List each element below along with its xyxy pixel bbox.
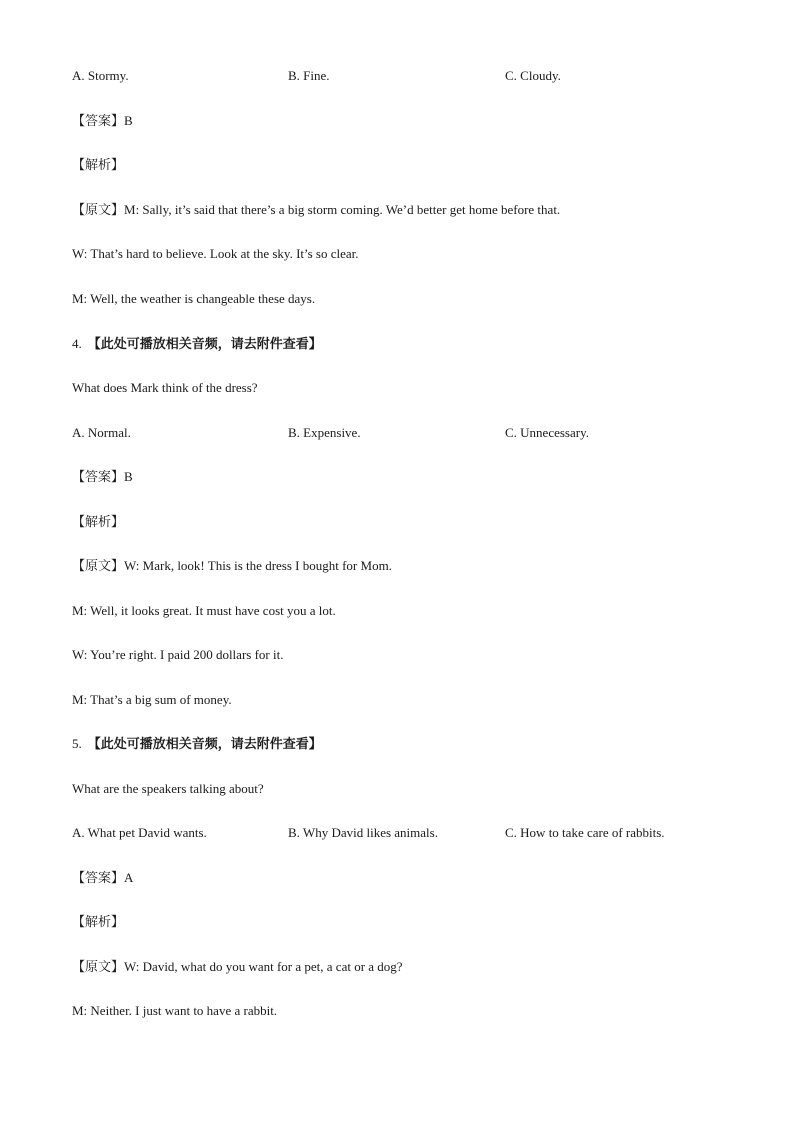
q4-answer bbox=[72, 469, 133, 486]
q5-header bbox=[72, 736, 322, 753]
q3-answer-label: 【答案】 bbox=[72, 114, 125, 129]
q3-option-a: A. Stormy. bbox=[72, 68, 129, 83]
q5-answer bbox=[72, 870, 133, 887]
q5-answer-label: 【答案】 bbox=[72, 871, 125, 886]
q5-answer-value: A bbox=[124, 870, 134, 885]
q5-transcript-line-2: M: Neither. I just want to have a rabbit. bbox=[72, 1003, 278, 1018]
q3-transcript-line-3: M: Well, the weather is changeable these days. bbox=[72, 291, 316, 306]
q4-audio-note: 【此处可播放相关音频，请去附件查看】 bbox=[87, 337, 322, 352]
q4-options bbox=[72, 425, 732, 441]
q5-options bbox=[72, 825, 732, 841]
q4-question: What does Mark think of the dress? bbox=[72, 380, 258, 395]
q3-answer-value: B bbox=[124, 113, 133, 128]
q5-original-label: 【原文】 bbox=[72, 960, 125, 975]
q5-option-c: C. How to take care of rabbits. bbox=[505, 825, 665, 840]
q4-option-c: C. Unnecessary. bbox=[505, 425, 589, 440]
q3-options bbox=[72, 68, 732, 84]
q3-analysis-label: 【解析】 bbox=[72, 158, 125, 173]
q4-original-label: 【原文】 bbox=[72, 559, 125, 574]
q5-transcript-line-1: 【原文】W: David, what do you want for a pet, a cat or a dog? bbox=[72, 959, 403, 975]
q5-option-b: B. Why David likes animals. bbox=[288, 825, 438, 840]
q3-original-label: 【原文】 bbox=[72, 203, 125, 218]
q3-option-c: C. Cloudy. bbox=[505, 68, 561, 83]
q4-transcript-line-1: 【原文】W: Mark, look! This is the dress I bought for Mom. bbox=[72, 558, 392, 574]
q4-option-b: B. Expensive. bbox=[288, 425, 361, 440]
q4-transcript-line-4: M: That’s a big sum of money. bbox=[72, 692, 232, 707]
q5-audio-note: 【此处可播放相关音频，请去附件查看】 bbox=[87, 737, 322, 752]
q4-transcript-line-2: M: Well, it looks great. It must have cost you a lot. bbox=[72, 603, 336, 618]
q5-number: 5. bbox=[72, 736, 82, 751]
q4-header bbox=[72, 336, 322, 353]
q3-answer bbox=[72, 113, 133, 130]
q4-answer-label: 【答案】 bbox=[72, 470, 125, 485]
q4-answer-value: B bbox=[124, 469, 133, 484]
q3-transcript-line-1: 【原文】M: Sally, it’s said that there’s a big storm coming. We’d better get home before that. bbox=[72, 202, 561, 218]
q4-number: 4. bbox=[72, 336, 82, 351]
q5-analysis-label: 【解析】 bbox=[72, 915, 125, 930]
q5-question: What are the speakers talking about? bbox=[72, 781, 264, 796]
q3-option-b: B. Fine. bbox=[288, 68, 330, 83]
q4-analysis-label: 【解析】 bbox=[72, 515, 125, 530]
q5-option-a: A. What pet David wants. bbox=[72, 825, 207, 840]
q3-transcript-line-2: W: That’s hard to believe. Look at the sky. It’s so clear. bbox=[72, 246, 359, 261]
q4-transcript-line-3: W: You’re right. I paid 200 dollars for it. bbox=[72, 647, 284, 662]
q4-option-a: A. Normal. bbox=[72, 425, 131, 440]
